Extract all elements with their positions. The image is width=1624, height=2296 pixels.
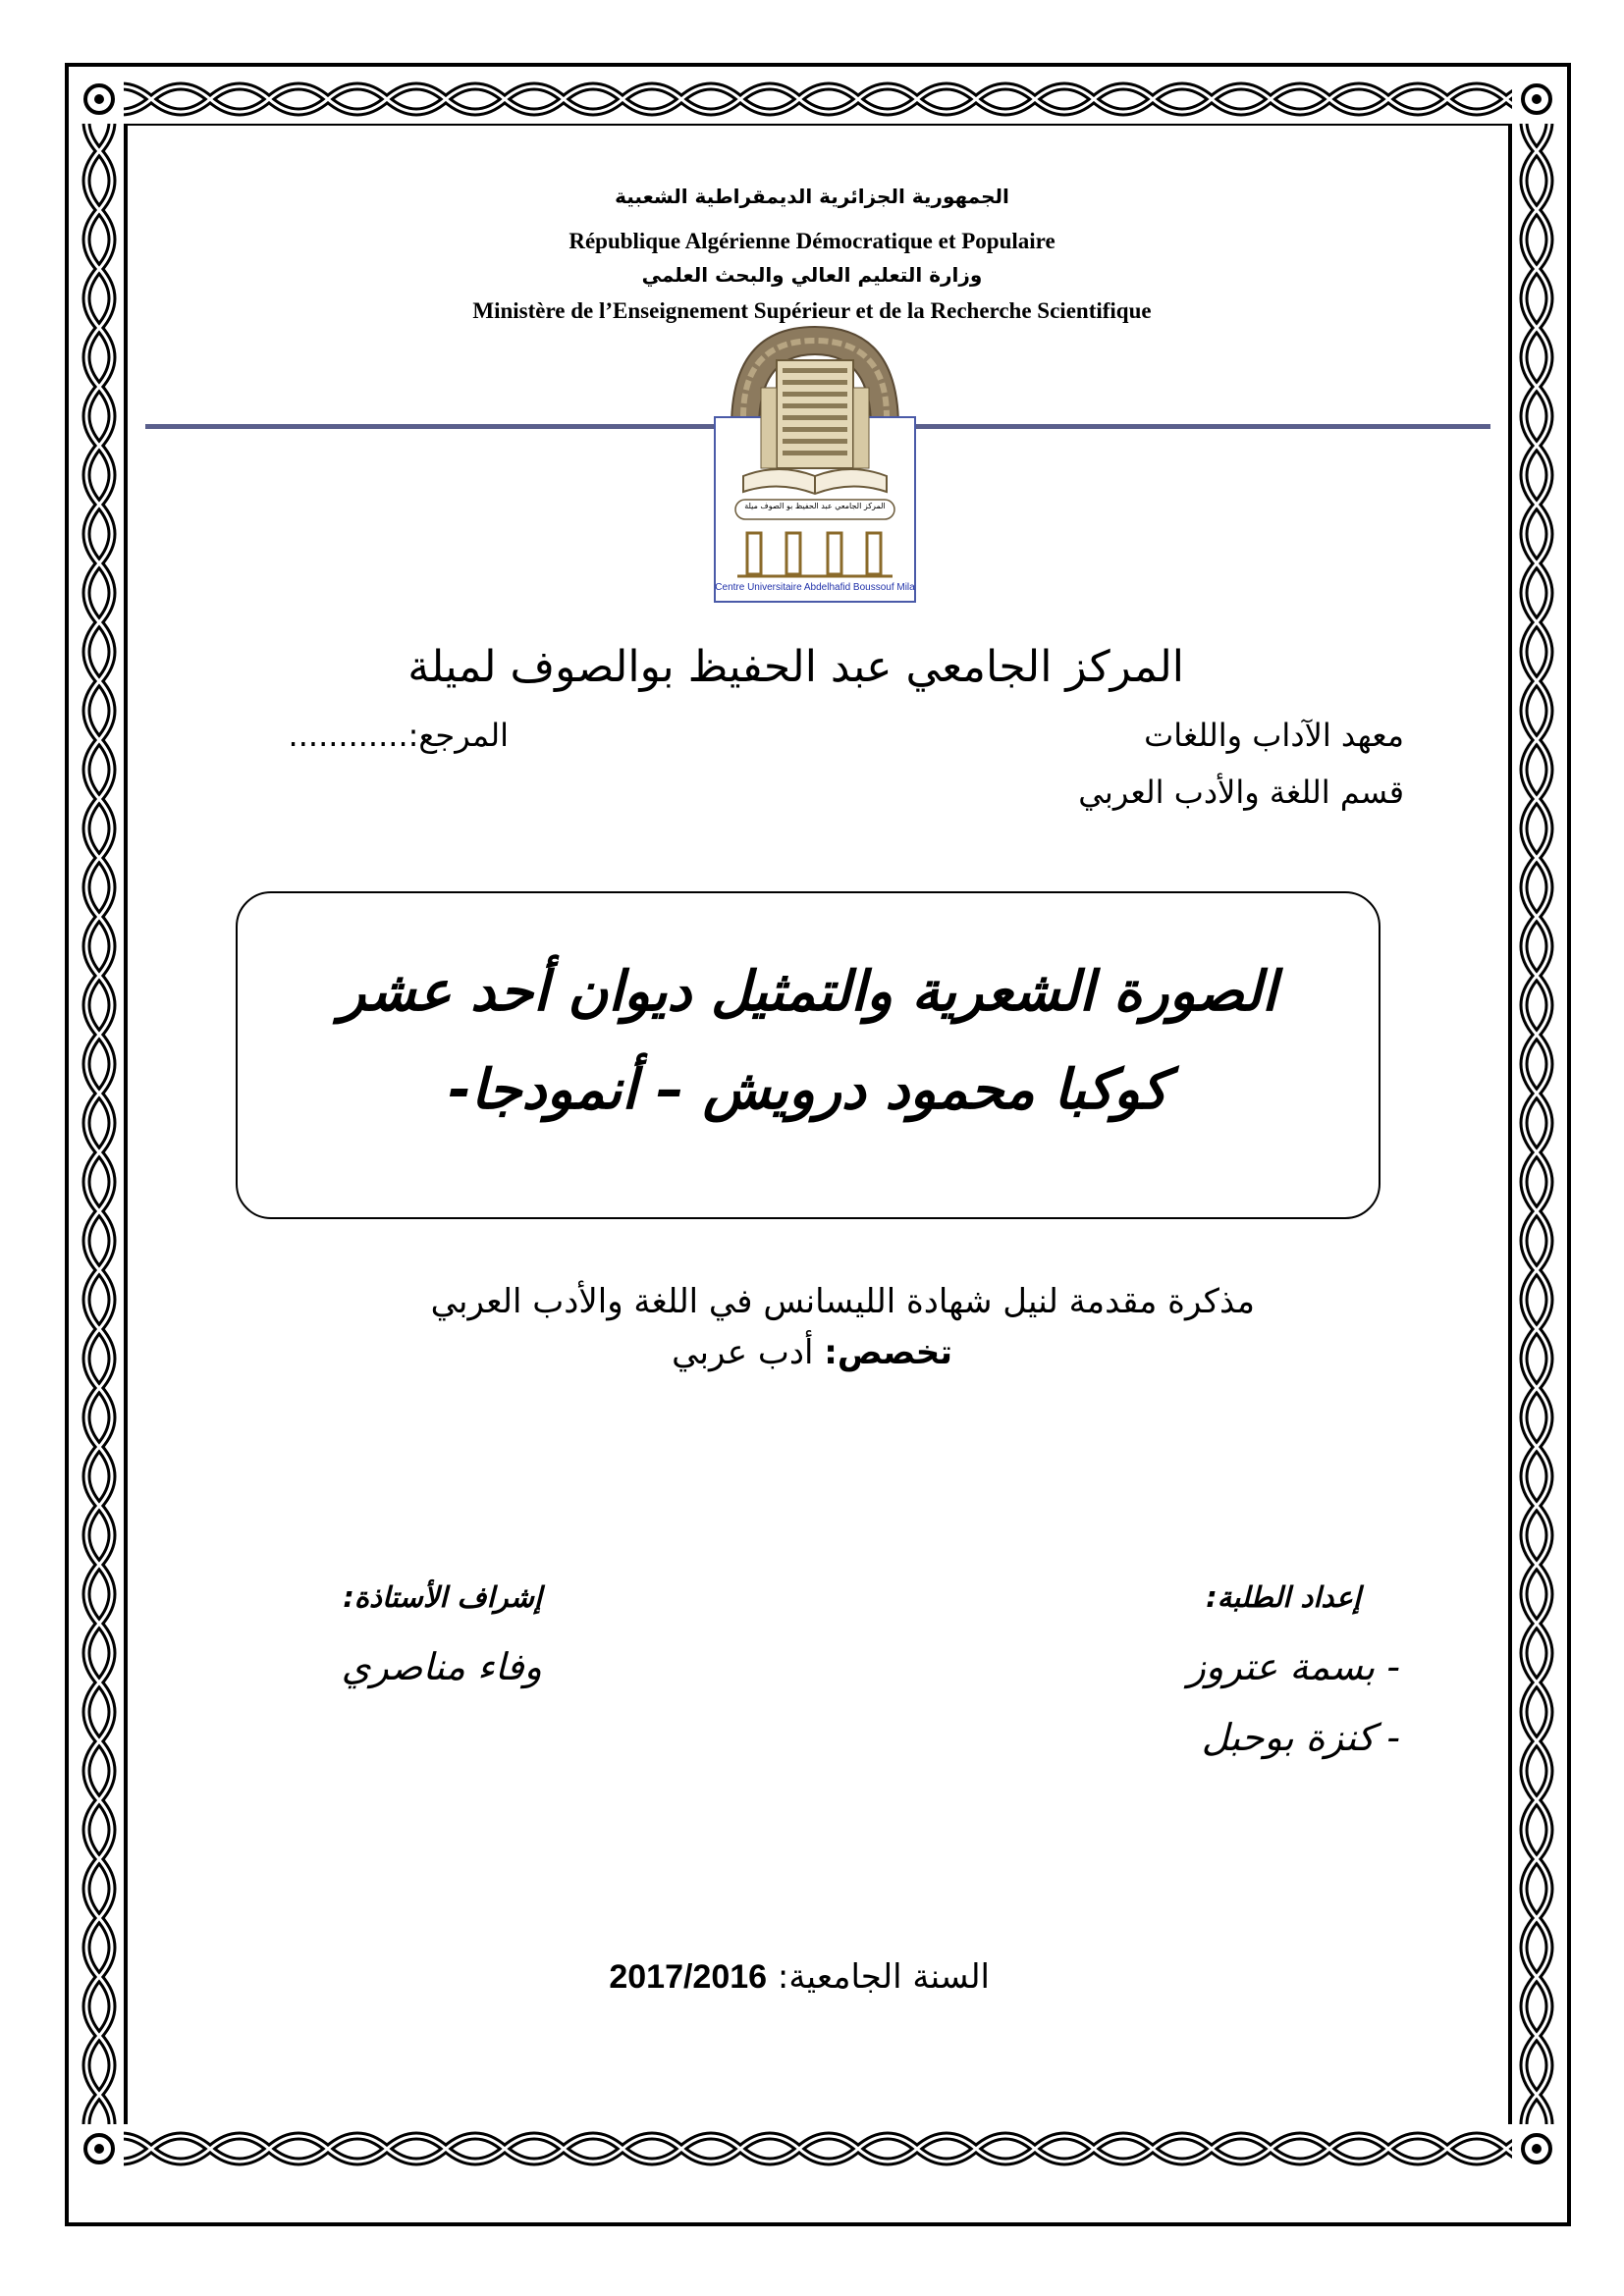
specialty-value: أدب عربي <box>672 1333 825 1372</box>
supervisor-heading: إشراف الأستاذة: <box>343 1580 542 1614</box>
department-name: قسم اللغة والأدب العربي <box>1078 774 1404 811</box>
specialty <box>672 1333 952 1372</box>
student-name-2: - كنزة بوحبل <box>1201 1716 1400 1759</box>
border-band-right <box>1512 122 1561 2169</box>
republic-french: République Algérienne Démocratique et Populaire <box>568 229 1056 253</box>
university-logo <box>714 319 916 604</box>
center-name: المركز الجامعي عبد الحفيظ بوالصوف لميلة <box>407 642 1184 692</box>
academic-year <box>609 1957 990 1997</box>
thesis-title-line-2: كوكبا محمود درويش – أنمودجا- <box>448 1058 1168 1122</box>
student-name-1: - بسمة عتروز <box>1187 1645 1400 1688</box>
academic-year-label: السنة الجامعية: <box>777 1957 990 1997</box>
specialty-label: تخصص: <box>824 1333 952 1372</box>
border-band-top <box>122 75 1514 124</box>
institute-name: معهد الآداب واللغات <box>1144 717 1404 754</box>
title-frame <box>236 891 1380 1219</box>
border-band-bottom <box>122 2124 1514 2173</box>
border-band-left <box>75 122 124 2169</box>
ministry-arabic: وزارة التعليم العالي والبحث العلمي <box>641 263 983 287</box>
border-corner-bottom-left <box>75 2124 124 2173</box>
logo-caption: Centre Universitaire Abdelhafid Boussouf Mila <box>715 582 915 593</box>
ministry-french: Ministère de l’Enseignement Supérieur et de la Recherche Scientifique <box>472 298 1152 323</box>
border-corner-top-right <box>1512 75 1561 124</box>
supervisor-name: وفاء مناصري <box>341 1645 542 1688</box>
logo-arc-text: المركز الجامعي عبد الحفيظ بو الصوف ميلة <box>744 502 886 510</box>
republic-arabic: الجمهورية الجزائرية الديمقراطية الشعبية <box>615 185 1009 208</box>
border-corner-top-left <box>75 75 124 124</box>
thesis-purpose: مذكرة مقدمة لنيل شهادة الليسانس في اللغة والأدب العربي <box>430 1282 1255 1321</box>
border-corner-bottom-right <box>1512 2124 1561 2173</box>
thesis-title-line-1: الصورة الشعرية والتمثيل ديوان أحد عشر <box>339 960 1277 1024</box>
academic-year-value: 2017/2016 <box>609 1958 768 1996</box>
students-heading: إعداد الطلبة: <box>1206 1580 1361 1614</box>
reference-field: المرجع:............ <box>288 717 509 754</box>
